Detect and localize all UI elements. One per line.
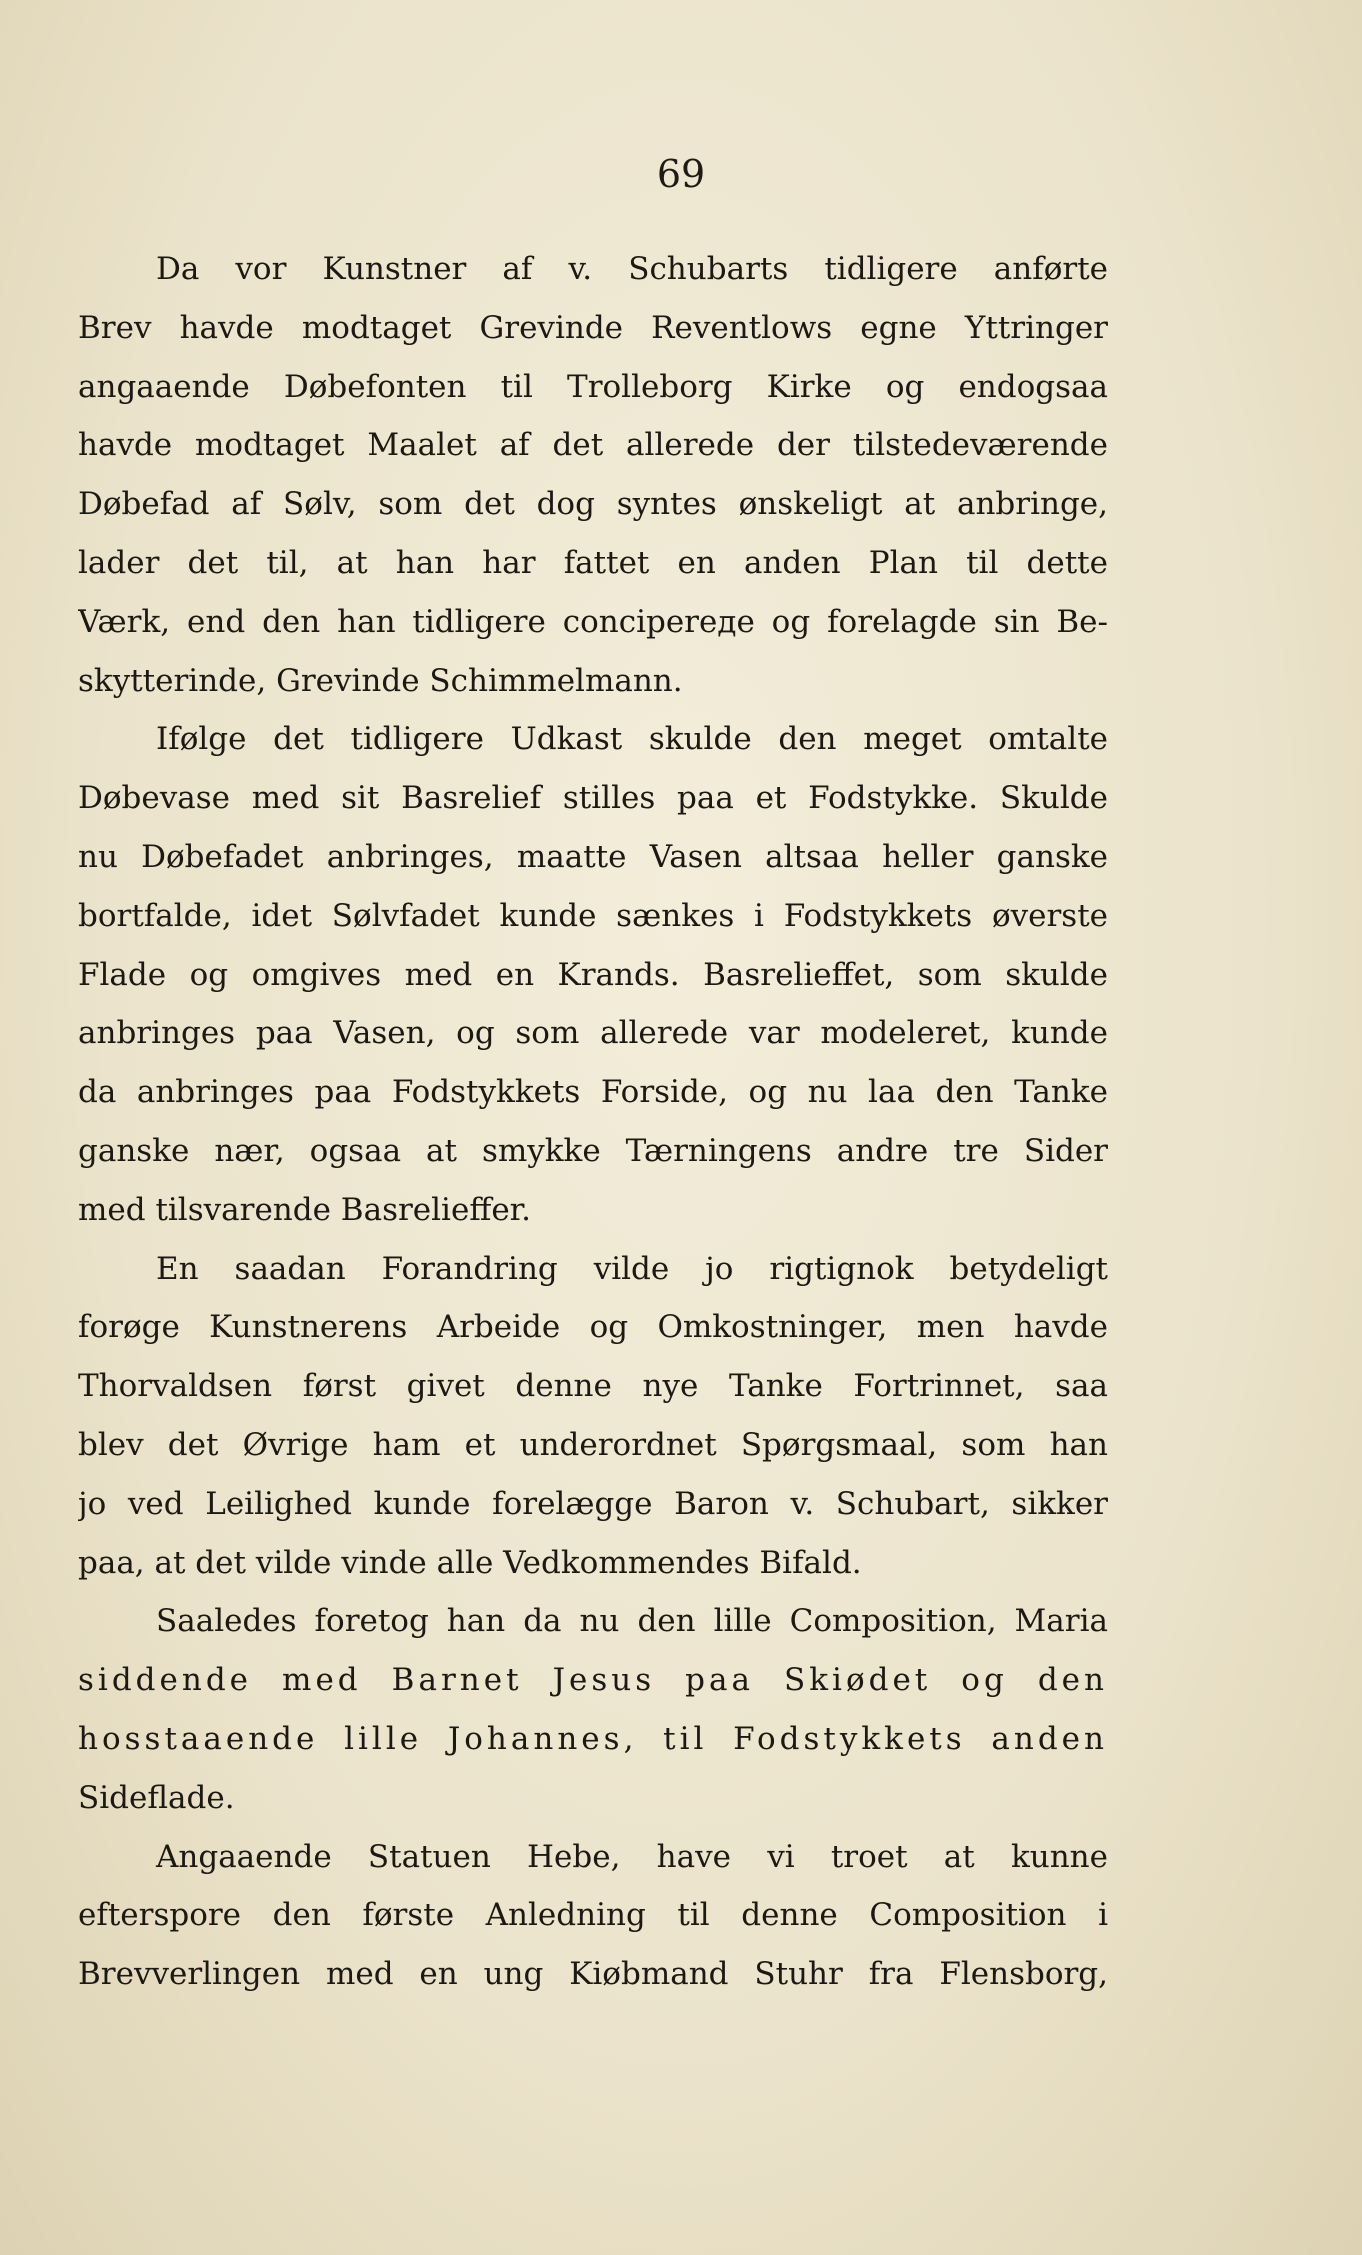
text-line: angaaende Døbefonten til Trolleborg Kirke og endogsaa	[78, 368, 1108, 405]
text-line: Flade og omgives med en Krands. Basrelieffet, som skulde	[78, 956, 1108, 993]
text-line: jo ved Leilighed kunde forelægge Baron v. Schubart, sikker	[78, 1485, 1108, 1522]
text-line: paa, at det vilde vinde alle Vedkommendes Bifald.	[78, 1544, 862, 1581]
text-line: Døbevase med sit Basrelief stilles paa et Fodstykke. Skulde	[78, 780, 1108, 817]
text-line: bortfalde, idet Sølvfadet kunde sænkes i Fodstykkets øverste	[78, 897, 1108, 934]
text-line: En saadan Forandring vilde jo rigtignok betydeligt	[156, 1250, 1108, 1287]
text-line: Brevverlingen med en ung Kiøbmand Stuhr fra Flensborg,	[78, 1956, 1108, 1993]
text-line: Værk, end den han tidligere concipereде og forelagde sin Be-	[78, 603, 1108, 640]
text-line: skytterinde, Grevinde Schimmelmann.	[78, 662, 683, 699]
text-line: forøge Kunstnerens Arbeide og Omkostninger, men havde	[78, 1309, 1108, 1346]
text-line: nu Døbefadet anbringes, maatte Vasen altsaa heller ganske	[78, 838, 1108, 875]
text-line: lader det til, at han har fattet en anden Plan til dette	[78, 544, 1108, 581]
text-line: havde modtaget Maalet af det allerede der tilstedeværende	[78, 427, 1108, 464]
text-line: da anbringes paa Fodstykkets Forside, og nu laa den Tanke	[78, 1074, 1108, 1111]
text-line: efterspore den første Anledning til denne Composition i	[78, 1897, 1108, 1934]
page-number: 69	[656, 152, 706, 196]
text-line: Ifølge det tidligere Udkast skulde den meget omtalte	[156, 721, 1108, 758]
text-line: anbringes paa Vasen, og som allerede var modeleret, kunde	[78, 1015, 1108, 1052]
text-line: blev det Øvrige ham et underordnet Spørgsmaal, som han	[78, 1426, 1108, 1463]
text-line: Thorvaldsen først givet denne nye Tanke Fortrinnet, saa	[78, 1368, 1108, 1405]
text-line: Saaledes foretog han da nu den lille Composition, Maria	[156, 1603, 1108, 1640]
text-line: med tilsvarende Basrelieffer.	[78, 1191, 531, 1228]
body-text	[78, 240, 1108, 2004]
text-line: ganske nær, ogsaa at smykke Tærningens andre tre Sider	[78, 1132, 1108, 1169]
text-line: Brev havde modtaget Grevinde Reventlows egne Yttringer	[78, 309, 1108, 346]
text-line: Angaaende Statuen Hebe, have vi troet at kunne	[156, 1838, 1108, 1875]
text-line: Da vor Kunstner af v. Schubarts tidligere anførte	[156, 251, 1108, 287]
text-line: Sideflade.	[78, 1779, 235, 1816]
text-line: Døbefad af Sølv, som det dog syntes ønskeligt at anbringe,	[78, 486, 1108, 523]
text-line: siddende med Barnet Jesus paa Skiødet og den	[78, 1662, 1108, 1699]
text-line: hosstaaende lille Johannes, til Fodstykkets anden	[78, 1720, 1108, 1757]
